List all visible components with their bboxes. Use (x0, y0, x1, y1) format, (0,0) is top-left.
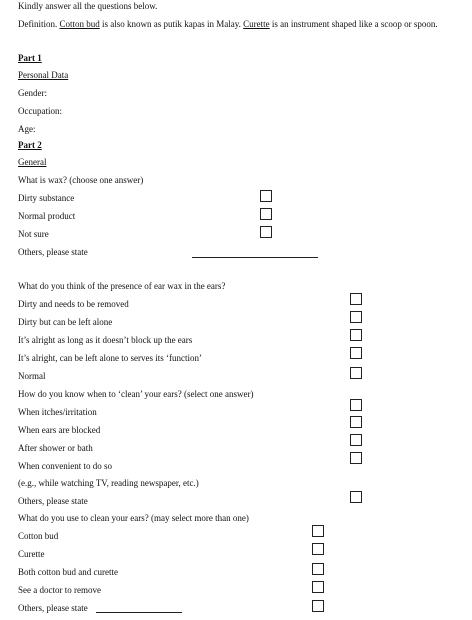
q4-others-label: Others, please state (18, 603, 88, 613)
term-cotton-bud: Cotton bud (59, 19, 100, 29)
q1-checkbox-not-sure[interactable] (260, 226, 272, 238)
q4-checkbox-curette[interactable] (312, 543, 324, 555)
q3-others-label: Others, please state (18, 496, 88, 506)
q4-option-see-doctor: See a doctor to remove (18, 585, 101, 595)
general-heading: General (18, 157, 47, 167)
q1-checkbox-dirty-substance[interactable] (260, 190, 272, 202)
q3-checkbox-convenient[interactable] (350, 452, 362, 464)
q1-option-dirty-substance: Dirty substance (18, 193, 75, 203)
q3-checkbox-itches[interactable] (350, 399, 362, 411)
q2-option-dirty-remove: Dirty and needs to be removed (18, 299, 129, 309)
q4-checkbox-both[interactable] (312, 563, 324, 575)
q2-option-alright-function: It’s alright, can be left alone to serves its ‘function’ (18, 353, 202, 363)
field-gender: Gender: (18, 88, 47, 98)
q1-checkbox-normal-product[interactable] (260, 208, 272, 220)
q3-checkbox-after-shower[interactable] (350, 434, 362, 446)
q3-example: (e.g., while watching TV, reading newspaper, etc.) (18, 478, 199, 488)
definition-prefix: Definition. (18, 19, 60, 29)
q3-checkbox-blocked[interactable] (350, 416, 362, 428)
part1-heading: Part 1 (18, 53, 42, 63)
q2-checkbox-dirty-leave[interactable] (350, 311, 362, 323)
q3-checkbox-others[interactable] (350, 491, 362, 503)
q4-checkbox-others[interactable] (312, 600, 324, 612)
q2-checkbox-alright-not-blocked[interactable] (350, 329, 362, 341)
q3-option-blocked: When ears are blocked (18, 425, 101, 435)
q4-checkbox-see-doctor[interactable] (312, 581, 324, 593)
q2-question: What do you think of the presence of ear wax in the ears? (18, 281, 226, 291)
definition-text-1: is also known as putik kapas in Malay. (99, 19, 244, 29)
personal-data-heading: Personal Data (18, 70, 69, 80)
q2-checkbox-alright-function[interactable] (350, 347, 362, 359)
q1-question: What is wax? (choose one answer) (18, 175, 144, 185)
intro-text: Kindly answer all the questions below. (18, 1, 158, 11)
q2-checkbox-dirty-remove[interactable] (350, 293, 362, 305)
q2-option-alright-not-blocked: It’s alright as long as it doesn’t block up the ears (18, 335, 193, 345)
part2-heading: Part 2 (18, 140, 42, 150)
q3-option-convenient: When convenient to do so (18, 461, 112, 471)
q3-option-after-shower: After shower or bath (18, 443, 93, 453)
term-curette: Curette (243, 19, 270, 29)
q2-option-dirty-leave: Dirty but can be left alone (18, 317, 113, 327)
q3-option-itches: When itches/irritation (18, 407, 97, 417)
q1-option-normal-product: Normal product (18, 211, 76, 221)
definition-text-2: is an instrument shaped like a scoop or spoon. (269, 19, 438, 29)
q3-question: How do you know when to ‘clean’ your ears? (select one answer) (18, 389, 254, 399)
q2-option-normal: Normal (18, 371, 46, 381)
q1-others-label: Others, please state (18, 247, 88, 257)
q4-others-blank[interactable] (96, 612, 182, 613)
field-occupation: Occupation: (18, 106, 62, 116)
q1-option-not-sure: Not sure (18, 229, 49, 239)
q1-others-blank[interactable] (192, 257, 318, 258)
q2-checkbox-normal[interactable] (350, 367, 362, 379)
q4-option-curette: Curette (18, 549, 45, 559)
q4-option-cotton-bud: Cotton bud (18, 531, 59, 541)
definition-paragraph (18, 15, 470, 33)
field-age: Age: (18, 124, 36, 134)
q4-question: What do you use to clean your ears? (may select more than one) (18, 513, 249, 523)
q4-checkbox-cotton-bud[interactable] (312, 525, 324, 537)
q4-option-both: Both cotton bud and curette (18, 567, 118, 577)
